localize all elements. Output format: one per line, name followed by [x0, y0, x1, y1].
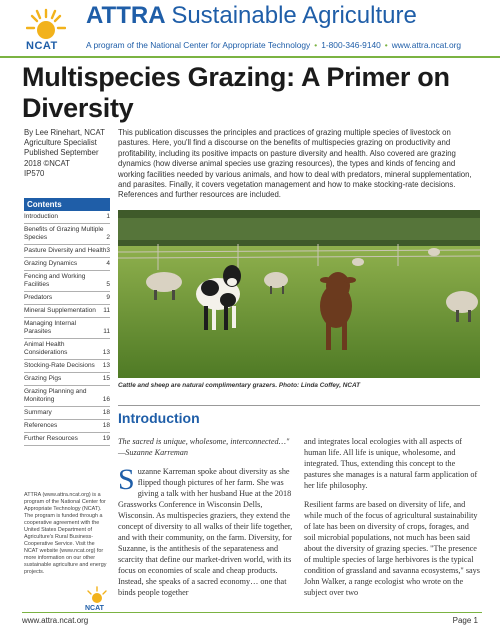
- page-number: Page 1: [452, 616, 478, 625]
- contents-item-page: 13: [102, 362, 110, 369]
- header-divider: [0, 56, 500, 58]
- contents-item[interactable]: [24, 258, 110, 271]
- contents-item[interactable]: [24, 305, 110, 318]
- contents-item[interactable]: [24, 245, 110, 258]
- intro-paragraph-2: and integrates local ecologies with all aspects of human life. All life is unique, wholesome, and integrated. Thus, extending this concept to the pastures she manages is a natural farm application of her life philosophy.: [304, 437, 478, 490]
- contents-item-title: Stocking-Rate Decisions: [24, 362, 95, 369]
- section-heading-introduction: Introduction: [118, 410, 200, 426]
- intro-paragraph-1-text: uzanne Karreman spoke about diversity as she flipped though pictures of her farm. She was giving a talk with her husband Hue at the 2018 Grassworks Conference in Wisconsin Dells, Wisconsin. As multispecies graziers, they extend the concept of diversity to all walks of their life together, and with their community, on the farm. Diversity, for Suzanne, is the antithesis of the separateness and scarcity that define our market-driven world, with its focus on economies of scale and cheap products. Instead, she speaks of a sacred economy… one that binds people together: [118, 467, 293, 597]
- contents-item-title: Further Resources: [24, 435, 78, 442]
- intro-paragraph-3: Resilient farms are based on diversity of life, and while much of the focus of agricultural sustainability of late has been on diversity of crops, forages, and soil microbial populations, not much has been said about the diversity of grazing species. "The presence of multiple species of large herbivores is the typical condition of grassland and savanna ecosystems," says John Walker, a range ecologist who wrote on the subject over two: [304, 500, 480, 597]
- abstract: This publication discusses the principles and practices of grazing multiple species of livestock on pastures. Here, you'll find a discourse on the benefits of multispecies grazing on productivity and profitability, including its positive impacts on pasture diversity and health. Also covered are grazing dynamics (how diverse animal species use grazing resources), the types and kinds of fencing and working facilities needed by various animals, and how to deal with predators, mineral supplementation, and parasites. Finally, it covers vegetation management and how to make stocking-rate decisions. References and further resources are included.: [118, 128, 472, 200]
- contents-item[interactable]: [24, 271, 110, 292]
- contents-item-page: 3: [106, 247, 110, 254]
- publication-meta: [24, 128, 110, 179]
- intro-paragraph-1: [118, 463, 296, 598]
- contents-item[interactable]: [24, 360, 110, 373]
- contents-item-title: Predators: [24, 294, 53, 301]
- contents-item-title: Animal Health Considerations: [24, 341, 68, 356]
- contents-item-page: 9: [106, 294, 110, 301]
- brand-rest: Sustainable Agriculture: [171, 2, 417, 29]
- photo-caption: Cattle and sheep are natural complimentary grazers. Photo: Linda Coffey, NCAT: [118, 382, 361, 389]
- contents-item-page: 18: [102, 409, 110, 416]
- pasture-photo: [118, 210, 480, 378]
- contents-item-title: Pasture Diversity and Health: [24, 247, 107, 254]
- body-column-left: [118, 436, 296, 598]
- contents-item-title: Mineral Supplementation: [24, 307, 96, 314]
- cattle-sheep-illustration: [118, 210, 480, 378]
- contents-item-title: Grazing Pigs: [24, 375, 62, 382]
- website-link[interactable]: www.attra.ncat.org: [391, 40, 462, 50]
- brand-main: ATTRA: [86, 2, 165, 29]
- contents-item-title: Introduction: [24, 213, 58, 220]
- contents-item-page: 11: [103, 307, 110, 314]
- contents-item-title: References: [24, 422, 58, 429]
- tagline: A program of the National Center for Appropriate Technology • 1-800-346-9140 • www.attra.ncat.org: [86, 40, 462, 50]
- contents-item-page: 1: [106, 213, 110, 220]
- contents-item-page: 15: [102, 375, 110, 382]
- contents-item[interactable]: [24, 407, 110, 420]
- ip-number: IP570: [24, 168, 45, 178]
- body-column-right: [304, 436, 480, 598]
- contents-item-page: 16: [102, 396, 110, 403]
- footer-divider: [22, 612, 482, 613]
- contents-item[interactable]: [24, 318, 110, 339]
- attra-program-note: ATTRA (www.attra.ncat.org) is a program of the National Center for Appropriate Technology (NCAT). The program is funded through a cooperative agreement with the United States Department of Agriculture's Rural Business-Cooperative Service. Visit the NCAT website (www.ncat.org) for more information on our other sustainable agriculture and energy projects.: [24, 492, 107, 575]
- ncat-logo[interactable]: [22, 4, 74, 54]
- contents-item-page: 18: [102, 422, 110, 429]
- epigraph-quote: The sacred is unique, wholesome, interconnected…" —Suzanne Karreman: [118, 437, 290, 457]
- contents-list: [24, 211, 110, 446]
- contents-item[interactable]: [24, 292, 110, 305]
- drop-cap: S: [118, 463, 135, 496]
- contents-item-page: 19: [102, 435, 110, 442]
- contents-item[interactable]: [24, 386, 110, 407]
- contents-item-page: 2: [106, 234, 110, 241]
- contents-item[interactable]: [24, 211, 110, 224]
- document-title: Multispecies Grazing: A Primer on Diversity: [22, 62, 450, 123]
- contents-item[interactable]: [24, 420, 110, 433]
- contents-item-page: 11: [103, 328, 110, 335]
- contents-item-title: Grazing Planning and Monitoring: [24, 388, 87, 403]
- contents-item-page: 5: [106, 281, 110, 288]
- phone-number[interactable]: 1-800-346-9140: [321, 40, 381, 50]
- brand-title: [86, 2, 417, 30]
- svg-text:NCAT: NCAT: [85, 605, 104, 612]
- contents-item-page: 13: [102, 349, 110, 356]
- logo-text: NCAT: [26, 40, 58, 52]
- contents-item-title: Fencing and Working Facilities: [24, 273, 86, 288]
- contents-item[interactable]: [24, 433, 110, 446]
- contents-item-title: Managing Internal Parasites: [24, 320, 77, 335]
- contents-item[interactable]: [24, 373, 110, 386]
- contents-item-page: 4: [106, 260, 110, 267]
- contents-item[interactable]: [24, 339, 110, 360]
- contents-item-title: Summary: [24, 409, 52, 416]
- contents-item[interactable]: [24, 224, 110, 245]
- contents-item-title: Benefits of Grazing Multiple Species: [24, 226, 104, 241]
- ncat-small-logo-icon: [84, 586, 110, 612]
- contents-item-title: Grazing Dynamics: [24, 260, 78, 267]
- tagline-text: A program of the National Center for Appropriate Technology: [86, 40, 311, 50]
- table-of-contents: [24, 198, 110, 446]
- section-divider: [118, 405, 480, 406]
- footer-url[interactable]: www.attra.ncat.org: [22, 616, 89, 625]
- contents-heading: Contents: [24, 198, 110, 211]
- page-header: [0, 0, 500, 58]
- author-line: By Lee Rinehart, NCAT Agriculture Specialist: [24, 128, 105, 148]
- published-line: Published September 2018 ©NCAT: [24, 148, 99, 168]
